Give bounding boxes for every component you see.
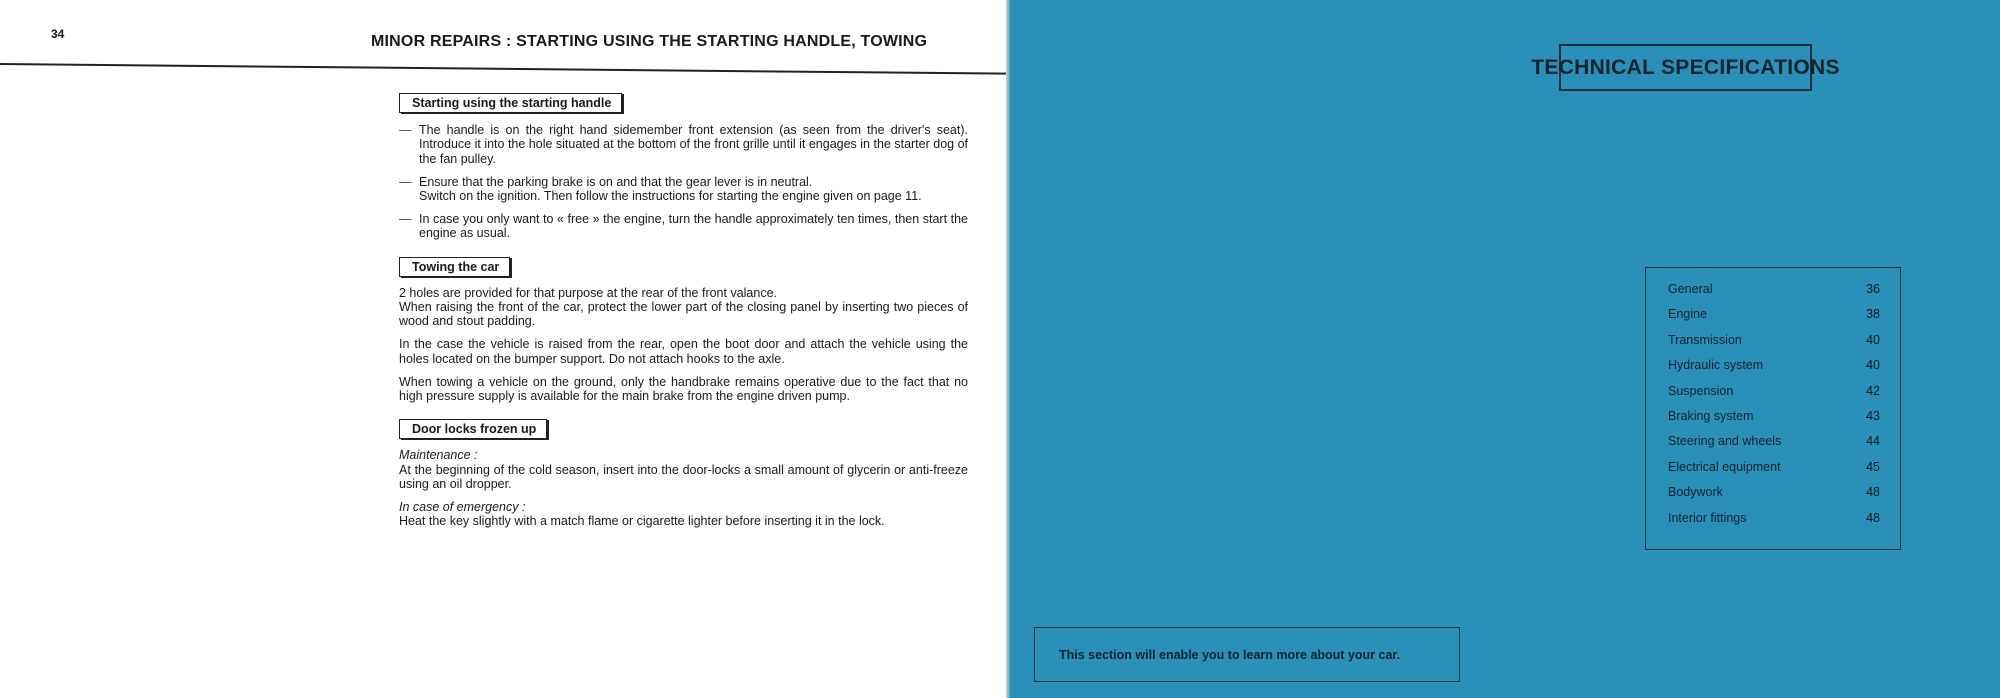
toc-entry[interactable] bbox=[1668, 434, 1880, 459]
section-door-locks bbox=[399, 419, 968, 528]
section-heading-starting: Starting using the starting handle bbox=[399, 93, 622, 113]
left-page-content bbox=[399, 93, 968, 537]
list-item-text: Ensure that the parking brake is on and that the gear lever is in neutral. bbox=[419, 174, 813, 189]
paragraph: When towing a vehicle on the ground, only the handbrake remains operative due to the fact that no high pressure supply is available for the main brake from the engine driven pump. bbox=[399, 374, 968, 404]
section-intro-text: This section will enable you to learn more about your car. bbox=[1059, 647, 1401, 662]
toc-page-number: 40 bbox=[1866, 358, 1880, 373]
page-number: 34 bbox=[51, 27, 65, 41]
toc-label: Electrical equipment bbox=[1668, 459, 1781, 474]
toc-label: Suspension bbox=[1668, 383, 1734, 398]
section-starting-handle bbox=[399, 93, 968, 241]
paragraph: 2 holes are provided for that purpose at the rear of the front valance. bbox=[399, 285, 778, 300]
toc-label: Interior fittings bbox=[1668, 510, 1747, 525]
toc-label: General bbox=[1668, 282, 1713, 296]
section-title: TECHNICAL SPECIFICATIONS bbox=[1531, 55, 1840, 79]
toc-entry[interactable] bbox=[1668, 409, 1880, 434]
running-header: MINOR REPAIRS : STARTING USING THE STARTING HANDLE, TOWING bbox=[371, 33, 928, 50]
toc-label: Bodywork bbox=[1668, 485, 1723, 500]
toc-page-number: 36 bbox=[1866, 282, 1880, 296]
toc-entry[interactable] bbox=[1668, 333, 1880, 358]
section-heading-door-locks: Door locks frozen up bbox=[399, 419, 547, 439]
towing-text bbox=[399, 286, 968, 403]
toc-entry[interactable] bbox=[1668, 282, 1880, 307]
toc-label: Braking system bbox=[1668, 408, 1754, 423]
toc-entry[interactable] bbox=[1668, 460, 1880, 485]
section-intro-note bbox=[1034, 627, 1460, 682]
toc-entry[interactable] bbox=[1668, 511, 1880, 536]
list-item-text: Switch on the ignition. Then follow the instructions for starting the engine given on page 11. bbox=[419, 189, 922, 204]
paragraph: When raising the front of the car, protect the lower part of the closing panel by inserting two pieces of wood and stout padding. bbox=[399, 300, 968, 329]
table-of-contents bbox=[1645, 267, 1901, 550]
section-heading-towing: Towing the car bbox=[399, 257, 510, 277]
toc-entry[interactable] bbox=[1668, 485, 1880, 510]
toc-label: Hydraulic system bbox=[1668, 358, 1764, 373]
list-item bbox=[399, 175, 968, 203]
toc-entry[interactable] bbox=[1668, 307, 1880, 332]
list-item: — In case you only want to « free » the engine, turn the handle approximately ten times, then start the engine as usual. bbox=[399, 212, 968, 240]
door-locks-text bbox=[399, 448, 968, 528]
toc-entry[interactable] bbox=[1668, 358, 1880, 383]
toc-page-number: 48 bbox=[1866, 485, 1880, 500]
paragraph: Heat the key slightly with a match flame or cigarette lighter before inserting it in the lock. bbox=[399, 514, 885, 529]
maintenance-label: Maintenance : bbox=[399, 448, 478, 463]
starting-instructions-list bbox=[399, 123, 968, 240]
toc-page-number: 45 bbox=[1866, 459, 1880, 474]
toc-page-number: 43 bbox=[1866, 408, 1880, 423]
toc-page-number: 44 bbox=[1866, 434, 1880, 449]
toc-label: Steering and wheels bbox=[1668, 434, 1782, 449]
toc-label: Transmission bbox=[1668, 332, 1742, 347]
toc-page-number: 42 bbox=[1866, 383, 1880, 398]
toc-page-number: 38 bbox=[1866, 307, 1880, 322]
paragraph: At the beginning of the cold season, insert into the door-locks a small amount of glycerin or anti-freeze using an oil dropper. bbox=[399, 462, 968, 491]
toc-page-number: 40 bbox=[1866, 332, 1880, 347]
emergency-label: In case of emergency : bbox=[399, 500, 526, 515]
section-title-box bbox=[1531, 44, 1840, 91]
list-item: — The handle is on the right hand sidemember front extension (as seen from the driver's seat). Introduce it into the hole situated at the bottom of the front grille until it engages in the starter dog of the fan pulley. bbox=[399, 123, 968, 166]
section-towing bbox=[399, 257, 968, 404]
paragraph: In the case the vehicle is raised from the rear, open the boot door and attach the vehicle using the holes located on the bumper support. Do not attach hooks to the axle. bbox=[399, 337, 968, 366]
header-rule bbox=[0, 63, 1008, 75]
toc-entry[interactable] bbox=[1668, 384, 1880, 409]
toc-page-number: 48 bbox=[1866, 510, 1880, 525]
toc-label: Engine bbox=[1668, 307, 1707, 322]
